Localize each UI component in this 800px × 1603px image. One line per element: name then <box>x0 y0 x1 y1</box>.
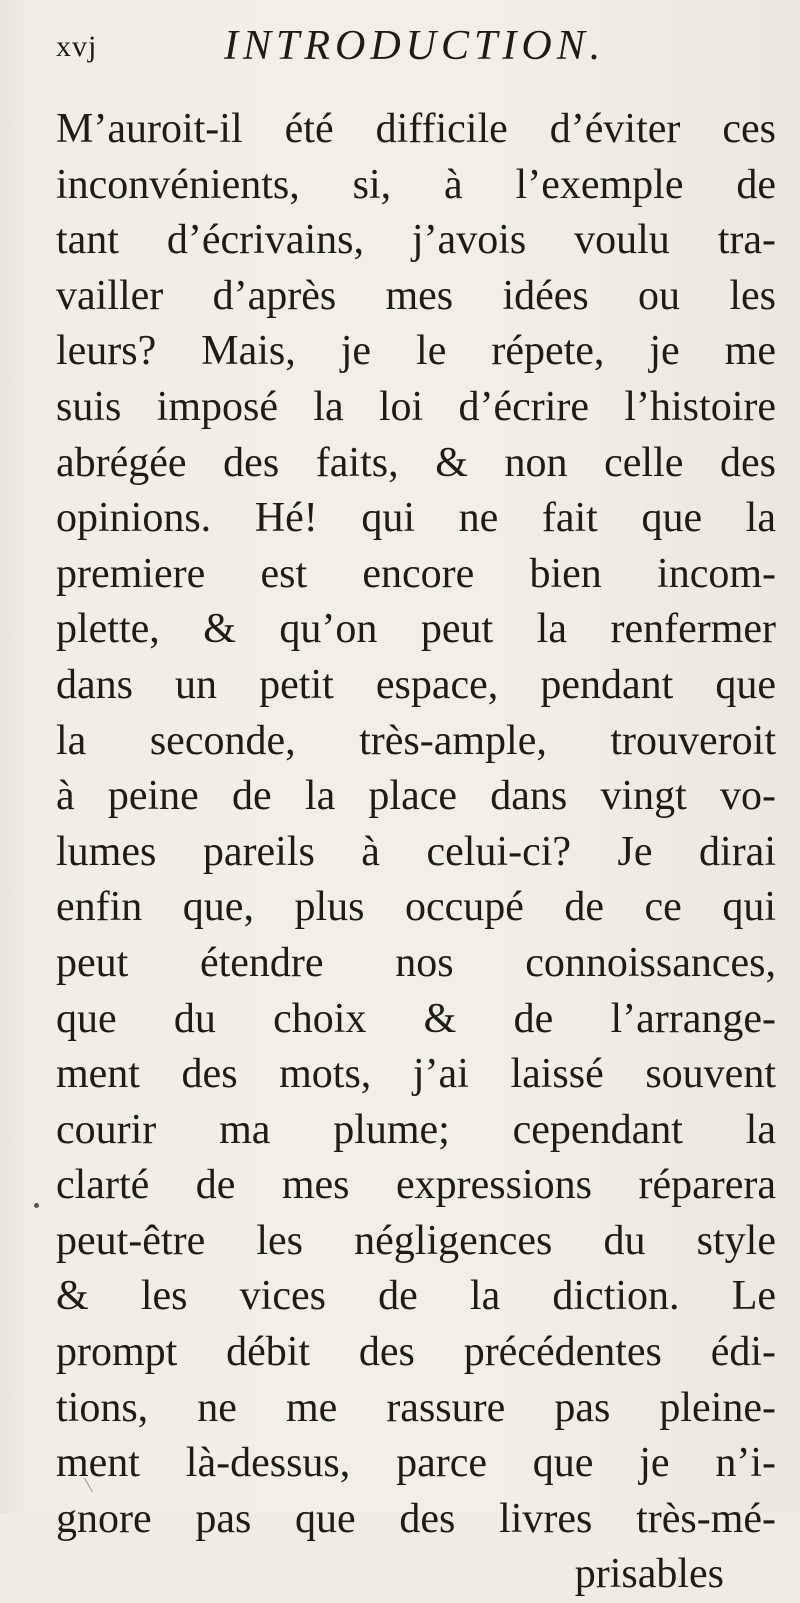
text-line: & les vices de la diction. Le <box>56 1273 776 1320</box>
page-header <box>0 22 800 82</box>
text-line: leurs? Mais, je le répete, je me <box>56 328 776 375</box>
text-line: peut-être les négligences du style <box>56 1217 776 1264</box>
page-number: xvj <box>56 30 98 63</box>
margin-dot-mark <box>34 1203 39 1208</box>
text-line: premiere est encore bien incom- <box>56 550 776 597</box>
text-line: ment des mots, j’ai laissé souvent <box>56 1051 776 1098</box>
text-line: M’auroit-il été difficile d’éviter ces <box>56 106 776 152</box>
text-line: clarté de mes expressions réparera <box>56 1162 776 1209</box>
text-line: dans un petit espace, pendant que <box>56 661 776 708</box>
text-line: la seconde, très-ample, trouveroit <box>56 717 776 764</box>
text-line: tant d’écrivains, j’avois voulu tra- <box>56 217 776 264</box>
body-text <box>56 102 776 1603</box>
text-line: suis imposé la loi d’écrire l’histoire <box>56 383 776 430</box>
running-head: INTRODUCTION. <box>224 23 606 69</box>
text-line: gnore pas que des livres très-mé- <box>56 1495 776 1542</box>
text-line: plette, & qu’on peut la renfermer <box>56 606 776 653</box>
text-line: prompt débit des précédentes édi- <box>56 1329 776 1376</box>
text-line: à peine de la place dans vingt vo- <box>56 773 776 820</box>
text-line: peut étendre nos connoissances, <box>56 939 776 986</box>
text-line: tions, ne me rassure pas pleine- <box>56 1384 776 1431</box>
text-line: vailler d’après mes idées ou les <box>56 272 776 319</box>
text-line: abrégée des faits, & non celle des <box>56 439 776 486</box>
catchword-line: prisables <box>574 1551 724 1598</box>
text-line: courir ma plume; cependant la <box>56 1106 776 1153</box>
text-line: lumes pareils à celui-ci? Je dirai <box>56 828 776 875</box>
text-line: que du choix & de l’arrange- <box>56 995 776 1042</box>
text-line: enfin que, plus occupé de ce qui <box>56 884 776 931</box>
text-line: inconvénients, si, à l’exemple de <box>56 161 776 208</box>
text-line: ment là-dessus, parce que je n’i- <box>56 1440 776 1487</box>
text-line: opinions. Hé! qui ne fait que la <box>56 495 776 542</box>
